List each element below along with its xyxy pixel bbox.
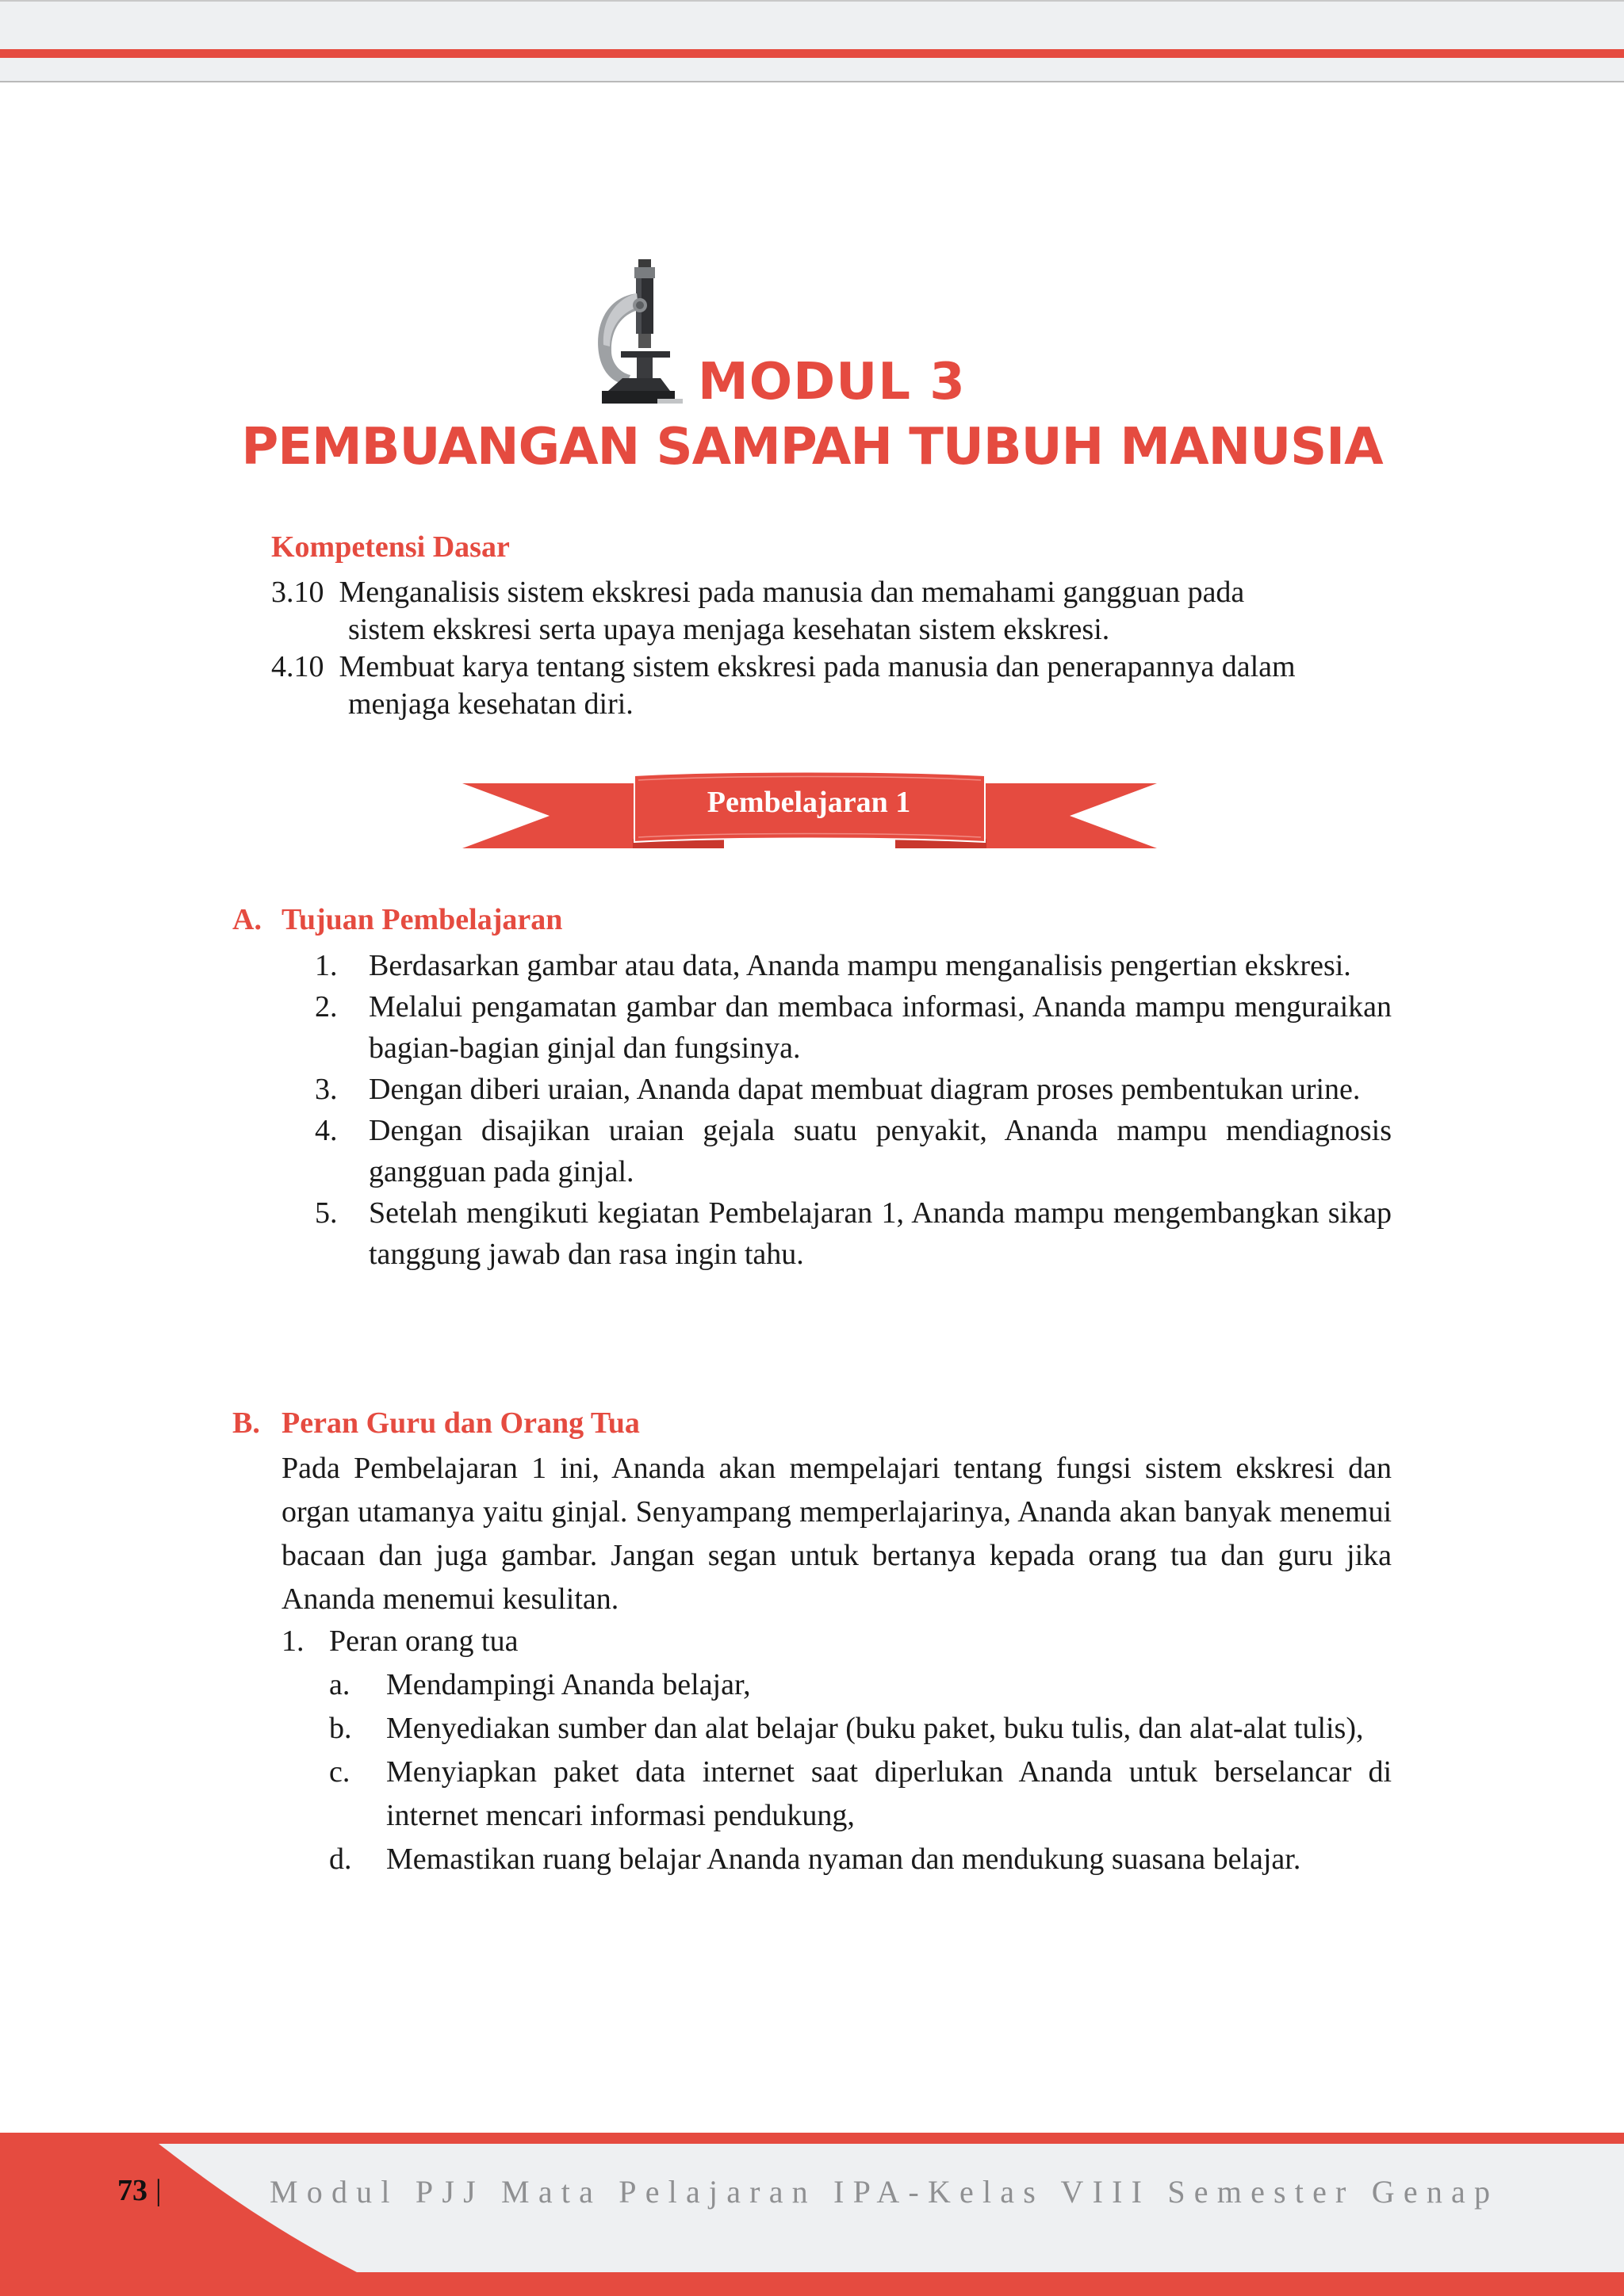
list-item-text: Berdasarkan gambar atau data, Ananda mampu menganalisis pengertian ekskresi. — [369, 949, 1351, 982]
list-letter: b. — [329, 1712, 352, 1745]
kompetensi-item — [271, 649, 1397, 723]
list-item-text: Menyediakan sumber dan alat belajar (buku paket, buku tulis, dan alat-alat tulis), — [386, 1712, 1364, 1745]
list-letter: c. — [329, 1755, 350, 1789]
list-item — [329, 1707, 1392, 1751]
kompetensi-text-line: sistem ekskresi serta upaya menjaga kesehatan sistem ekskresi. — [348, 613, 1110, 646]
learning-objectives-list — [315, 945, 1392, 1275]
kompetensi-item — [271, 574, 1397, 649]
section-letter: B. — [232, 1406, 260, 1440]
list-item-text: Memastikan ruang belajar Ananda nyaman dan mendukung suasana belajar. — [386, 1843, 1301, 1876]
kompetensi-text-line: menjaga kesehatan diri. — [348, 687, 634, 721]
list-letter: d. — [329, 1843, 352, 1876]
list-item — [329, 1838, 1392, 1881]
list-item-text: Dengan diberi uraian, Ananda dapat membuat diagram proses pembentukan urine. — [369, 1073, 1361, 1106]
header-band — [0, 0, 1624, 82]
footer-title: Modul PJJ Mata Pelajaran IPA-Kelas VIII Semester Genap — [270, 2174, 1500, 2210]
list-item — [315, 1069, 1392, 1110]
list-item-text: Menyiapkan paket data internet saat diperlukan Ananda untuk berselancar di internet mencari informasi pendukung, — [386, 1755, 1392, 1832]
section-title: Peran Guru dan Orang Tua — [282, 1406, 640, 1440]
list-number: 3. — [315, 1073, 338, 1106]
kompetensi-number: 4.10 — [271, 650, 324, 683]
list-number: 4. — [315, 1114, 338, 1147]
list-item — [329, 1751, 1392, 1838]
list-item-text: Peran orang tua — [329, 1624, 519, 1658]
ribbon-label: Pembelajaran 1 — [707, 786, 911, 819]
kompetensi-text-line: Menganalisis sistem ekskresi pada manusia dan memahami gangguan pada — [339, 576, 1245, 609]
microscope-icon — [591, 258, 686, 408]
kompetensi-dasar-heading: Kompetensi Dasar — [271, 530, 510, 564]
module-number: MODUL 3 — [698, 353, 966, 411]
list-item — [315, 945, 1392, 986]
header-top-line — [0, 0, 1624, 2]
list-item-text: Melalui pengamatan gambar dan membaca informasi, Ananda mampu menguraikan bagian-bagian ginjal dan fungsinya. — [369, 990, 1392, 1065]
kompetensi-number: 3.10 — [271, 576, 324, 609]
kompetensi-text-line: Membuat karya tentang sistem ekskresi pada manusia dan penerapannya dalam — [339, 650, 1296, 683]
list-item — [315, 986, 1392, 1069]
section-b-paragraph: Pada Pembelajaran 1 ini, Ananda akan mempelajari tentang fungsi sistem ekskresi dan organ utamanya yaitu ginjal. Senyampang memperlajarinya, Ananda akan banyak menemui bacaan dan juga gambar. Jangan segan untuk bertanya kepada orang tua dan guru jika Ananda menemui kesulitan. — [282, 1452, 1392, 1616]
list-item — [315, 1192, 1392, 1275]
parent-role-list — [329, 1663, 1392, 1881]
page-separator: | — [155, 2174, 162, 2207]
list-number: 5. — [315, 1196, 338, 1230]
page-number: 73 — [117, 2174, 147, 2207]
header-red-stripe — [0, 49, 1624, 58]
list-item — [315, 1110, 1392, 1192]
header-bottom-line — [0, 81, 1624, 82]
section-title: Tujuan Pembelajaran — [282, 903, 563, 936]
footer-band — [0, 2133, 1624, 2296]
list-item-text: Mendampingi Ananda belajar, — [386, 1668, 751, 1701]
list-item-text: Setelah mengikuti kegiatan Pembelajaran 1, Ananda mampu mengembangkan sikap tanggung jawab dan rasa ingin tahu. — [369, 1196, 1392, 1271]
list-letter: a. — [329, 1668, 350, 1701]
list-item-text: Dengan disajikan uraian gejala suatu penyakit, Ananda mampu mendiagnosis gangguan pada ginjal. — [369, 1114, 1392, 1188]
list-number: 2. — [315, 990, 338, 1024]
section-letter: A. — [232, 903, 262, 936]
list-number: 1. — [282, 1624, 304, 1658]
module-title: PEMBUANGAN SAMPAH TUBUH MANUSIA — [241, 418, 1383, 476]
list-number: 1. — [315, 949, 338, 982]
list-item — [329, 1663, 1392, 1707]
